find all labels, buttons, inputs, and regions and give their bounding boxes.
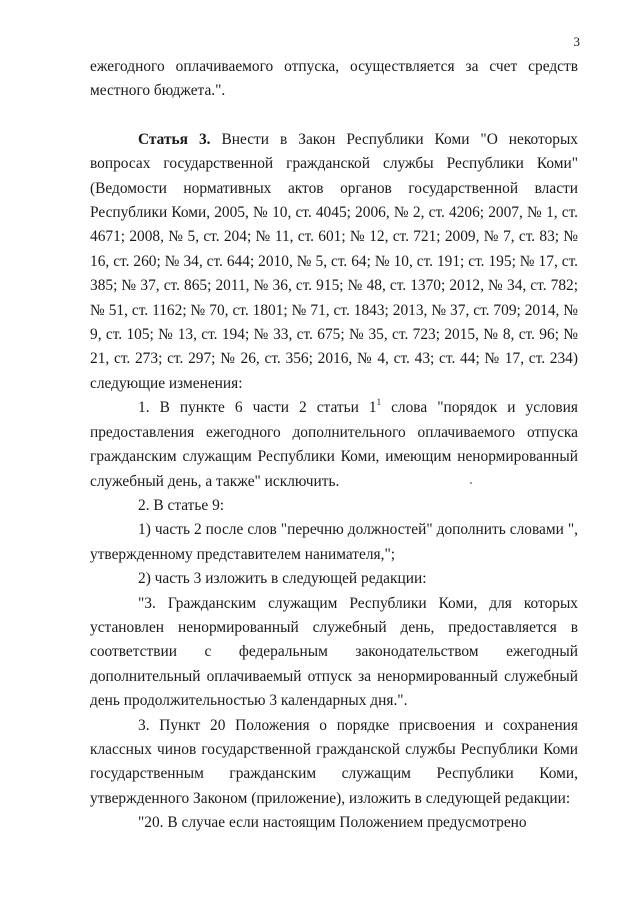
quoted-part-3-paragraph: "3. Гражданским служащим Республики Коми, для которых установлен ненормированный служебный день, предоставляется в соответствии с федеральным законодательством ежегодный дополнительный оплачиваемый отпуск за ненормированный служебный день продолжительностью 3 календарных дня.". — [90, 594, 578, 710]
paragraph-spacer — [90, 104, 578, 128]
subitem-2-paragraph: 2) часть 3 изложить в следующей редакции: — [138, 570, 427, 588]
quoted-point-20-paragraph: "20. В случае если настоящим Положением предусмотрено — [138, 814, 527, 832]
scan-speck — [470, 482, 472, 484]
item-3-paragraph: 3. Пункт 20 Положения о порядке присвоения и сохранения классных чинов государственной гражданской службы Республики Коми государственным гражданским служащим Республики Коми, утвержденного Законом (приложение), изложить в следующей редакции: — [90, 716, 578, 807]
document-body — [90, 55, 578, 836]
article-3-text: Внести в Закон Республики Коми "О некоторых вопросах государственной гражданской службы Республики Коми" (Ведомости нормативных актов органов государственной власти Республики Коми, 2005, № 10, ст. 4045; 2006, № 2, ст. 4206; 2007, № 1, ст. 4671; 2008, № 5, ст. 204; № 11, ст. 601; № 12, ст. 721; 2009, № 7, ст. 83; № 16, ст. 260; № 34, ст. 644; 2010, № 5, ст. 64; № 10, ст. 191; ст. 195; № 17, ст. 385; № 37, ст. 865; 2011, № 36, ст. 915; № 48, ст. 1370; 2012, № 34, ст. 782; № 51, ст. 1162; № 70, ст. 1801; № 71, ст. 1843; 2013, № 37, ст. 709; 2014, № 9, ст. 105; № 13, ст. 194; № 33, ст. 675; № 35, ст. 723; 2015, № 8, ст. 96; № 21, ст. 273; ст. 297; № 26, ст. 356; 2016, № 4, ст. 43; ст. 44; № 17, ст. 234) следующие изменения: — [90, 130, 578, 392]
superscript-1: 1 — [376, 397, 382, 408]
item-2-paragraph: 2. В статье 9: — [138, 496, 225, 514]
item-1-text-b: слова "порядок и условия предоставления ежегодного дополнительного оплачиваемого отпуска гражданским служащим Республики Коми, имеющим ненормированный служебный день, а также" исключить. — [90, 399, 578, 490]
page-number: 3 — [573, 34, 580, 49]
subitem-1-paragraph: 1) часть 2 после слов "перечню должностей" дополнить словами ", утвержденному представителем нанимателя,"; — [90, 521, 578, 563]
paragraph-continuation: ежегодного оплачиваемого отпуска, осуществляется за счет средств местного бюджета.". — [90, 58, 578, 100]
item-1-text-a: 1. В пункте 6 части 2 статьи 1 — [138, 399, 377, 417]
article-heading: Статья 3. — [138, 130, 211, 148]
article-3-paragraph — [90, 128, 578, 396]
item-1-paragraph — [90, 396, 578, 494]
